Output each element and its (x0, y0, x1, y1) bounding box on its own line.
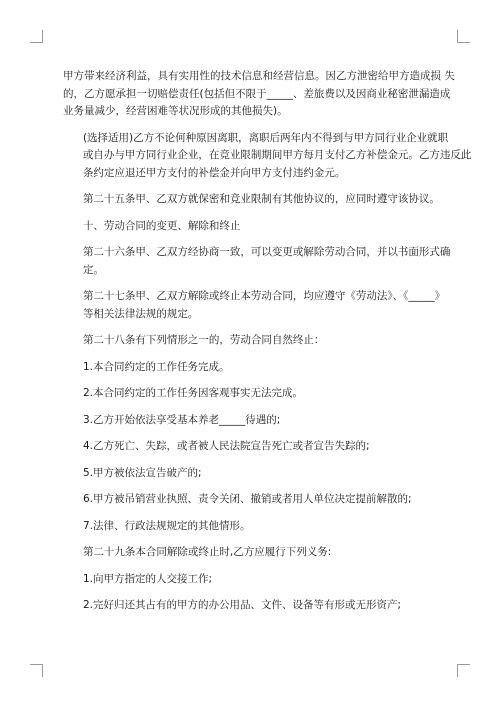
paragraph-line: 或自办与甲方同行业企业，在竞业限制期间甲方每月支付乙方补偿金元。乙方违反此 (82, 149, 472, 161)
paragraph-line: 第二十七条甲、乙双方解除或终止本劳动合同，均应遵守《劳动法》、《_____》 (82, 290, 446, 302)
paragraph-line: 条约定应退还甲方支付的补偿金并向甲方支付违约金元。 (82, 166, 346, 179)
crop-mark-bottom-left (30, 664, 43, 677)
paragraph-line: 第二十五条甲、乙双方就保密和竞业限制有其他协议的，应同时遵守该协议。 (82, 193, 440, 205)
crop-mark-top-left (30, 30, 43, 43)
paragraph-line: 十、劳动合同的变更、解除和终止 (82, 219, 241, 232)
paragraph-line: 2.完好归还其占有的甲方的办公用品、文件、设备等有形或无形资产; (82, 599, 401, 611)
crop-mark-top-right (457, 30, 470, 43)
paragraph (63, 385, 441, 403)
paragraph (63, 465, 441, 483)
paragraph-line: 7.法律、行政法规规定的其他情形。 (82, 519, 251, 532)
paragraph-line: 6.甲方被吊销营业执照、责令关闭、撤销或者用人单位决定提前解散的; (82, 493, 412, 505)
paragraph (63, 359, 441, 377)
paragraph (63, 597, 441, 615)
paragraph-line: 定。 (82, 263, 104, 276)
document-body (63, 68, 472, 624)
paragraph-line: 业务量减少，经营困难等状况形成的其他损失)。 (63, 105, 288, 117)
paragraph (63, 68, 455, 121)
paragraph-line: 等相关法律法规的规定。 (82, 307, 199, 320)
paragraph (63, 491, 441, 509)
paragraph (63, 332, 441, 350)
paragraph (63, 244, 451, 279)
paragraph-line: 1.向甲方指定的人交接工作; (82, 572, 212, 585)
crop-mark-bottom-right (457, 664, 470, 677)
paragraph-line: 4.乙方死亡、失踪，或者被人民法院宣告死亡或者宣告失踪的; (82, 440, 370, 452)
paragraph (63, 518, 441, 536)
paragraph-line: 1.本合同约定的工作任务完成。 (82, 360, 230, 373)
paragraph (63, 191, 441, 209)
paragraph (63, 571, 441, 589)
paragraph-line: (选择适用)乙方不论何种原因离职，离职后两年内不得到与甲方同行业企业就职 (82, 131, 449, 144)
paragraph (63, 288, 446, 323)
paragraph-line: 3.乙方开始依法享受基本养老_____待遇的; (82, 413, 281, 426)
paragraph-line: 第二十六条甲、乙双方经协商一致，可以变更或解除劳动合同，并以书面形式确 (82, 246, 451, 258)
paragraph-line: 第二十九条本合同解除或终止时,乙方应履行下列义务: (82, 546, 332, 558)
paragraph-line: 2.本合同约定的工作任务因客观事实无法完成。 (82, 387, 303, 399)
paragraph (63, 544, 441, 562)
paragraph (63, 412, 441, 430)
paragraph-line: 5.甲方被依法宣告破产的; (82, 466, 202, 479)
paragraph-line: 第二十八条有下列情形之一的，劳动合同自然终止： (82, 334, 325, 346)
paragraph (63, 130, 472, 183)
paragraph-line: 的，乙方愿承担一切赔偿责任(包括但不限于_____、差旅费以及因商业秘密泄漏造成 (63, 87, 451, 100)
paragraph (63, 438, 441, 456)
paragraph-line: 甲方带来经济利益，具有实用性的技术信息和经营信息。因乙方泄密给甲方造成损 失 (63, 70, 455, 82)
paragraph (63, 218, 441, 236)
